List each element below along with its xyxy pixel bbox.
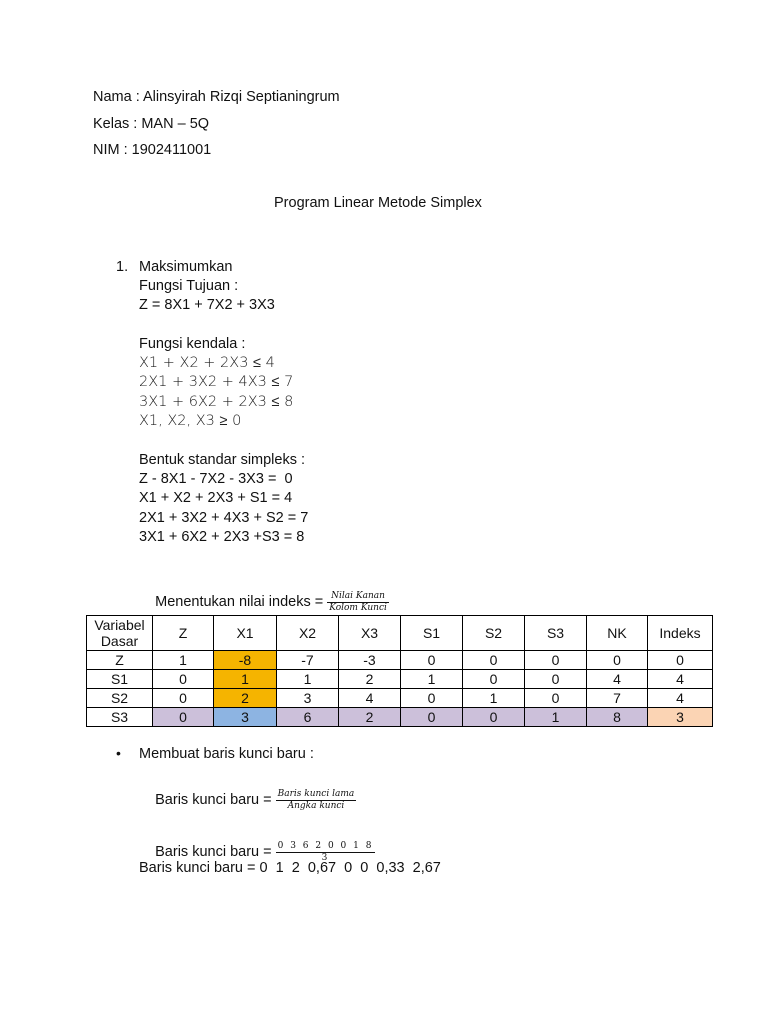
page-title: Program Linear Metode Simplex (274, 195, 482, 211)
table-cell: 4 (339, 689, 401, 708)
table-cell-key-column: 2 (214, 689, 277, 708)
standard-eq-z: Z - 8X1 - 7X2 - 3X3 = 0 (139, 471, 293, 487)
table-cell-key-column: 1 (214, 670, 277, 689)
standard-eq-3: 3X1 + 6X2 + 2X3 +S3 = 8 (139, 529, 305, 545)
table-cell: 0 (587, 651, 648, 670)
constraint-2: 2X1 + 3X2 + 4X3 ≤ 7 (139, 374, 294, 390)
key-row-fraction-numerator: Baris kunci lama (277, 788, 355, 799)
header-indeks: Indeks (648, 616, 713, 651)
header-x1: X1 (214, 616, 277, 651)
table-cell: 0 (153, 689, 214, 708)
table-cell: 0 (525, 651, 587, 670)
table-cell-key-row: 2 (339, 708, 401, 727)
index-formula-text: Menentukan nilai indeks = (155, 594, 328, 610)
table-cell: 1 (153, 651, 214, 670)
standard-form-label: Bentuk standar simpleks : (139, 452, 306, 468)
header-z: Z (153, 616, 214, 651)
problem-number: 1. (116, 259, 129, 275)
key-row-fraction-denominator: Angka kunci (287, 800, 345, 811)
key-row-calculation-denominator: 3 (321, 852, 330, 863)
simplex-table (86, 615, 713, 727)
table-cell-key-row: 0 (401, 708, 463, 727)
bullet-heading: Membuat baris kunci baru : (139, 746, 314, 762)
table-cell-key-row: 0 (463, 708, 525, 727)
table-cell: S1 (87, 670, 153, 689)
header-s1: S1 (401, 616, 463, 651)
header-s3: S3 (525, 616, 587, 651)
table-row-s2 (87, 689, 713, 708)
table-cell: 1 (401, 670, 463, 689)
table-cell: 0 (525, 689, 587, 708)
key-row-calculation-text: Baris kunci baru = (155, 844, 276, 860)
table-cell: -3 (339, 651, 401, 670)
table-cell: 0 (401, 689, 463, 708)
standard-eq-2: 2X1 + 3X2 + 4X3 + S2 = 7 (139, 510, 309, 526)
index-fraction (327, 591, 389, 614)
header-variabel-dasar: Variabel Dasar (87, 616, 153, 651)
table-cell: 0 (401, 651, 463, 670)
table-cell-key-column: -8 (214, 651, 277, 670)
key-row-fraction (276, 789, 357, 812)
constraint-3: 3X1 + 6X2 + 2X3 ≤ 8 (139, 394, 294, 410)
constraint-nonnegativity: X1, X2, X3 ≥ 0 (139, 413, 242, 429)
header-x2: X2 (277, 616, 339, 651)
problem-heading: Maksimumkan (139, 259, 233, 275)
objective-label: Fungsi Tujuan : (139, 278, 239, 294)
header-s2: S2 (463, 616, 525, 651)
table-cell: 0 (648, 651, 713, 670)
bullet-icon: • (116, 745, 121, 761)
table-cell-key-row: 8 (587, 708, 648, 727)
table-cell-key-row: 1 (525, 708, 587, 727)
table-cell: S2 (87, 689, 153, 708)
table-cell-key-row: 6 (277, 708, 339, 727)
table-cell-min-index: 3 (648, 708, 713, 727)
table-cell: -7 (277, 651, 339, 670)
index-fraction-denominator: Kolom Kunci (329, 602, 387, 613)
table-cell: 0 (463, 670, 525, 689)
objective-function: Z = 8X1 + 7X2 + 3X3 (139, 297, 275, 313)
key-row-calculation-numerator: 0 3 6 2 0 0 1 8 (277, 840, 374, 851)
key-row-formula-text: Baris kunci baru = (155, 792, 276, 808)
table-cell-key-row: 0 (153, 708, 214, 727)
table-cell: Z (87, 651, 153, 670)
index-fraction-numerator: Nilai Kanan (327, 591, 389, 603)
header-x3: X3 (339, 616, 401, 651)
table-cell: 4 (648, 670, 713, 689)
table-cell: 3 (277, 689, 339, 708)
table-cell: 4 (587, 670, 648, 689)
table-row-z (87, 651, 713, 670)
table-cell: 2 (339, 670, 401, 689)
table-cell: 1 (277, 670, 339, 689)
key-row-calculation (139, 813, 375, 891)
table-cell-pivot: 3 (214, 708, 277, 727)
table-cell: 0 (463, 651, 525, 670)
student-class: Kelas : MAN – 5Q (93, 116, 210, 132)
standard-eq-1: X1 + X2 + 2X3 + S1 = 4 (139, 490, 293, 506)
key-row-result: Baris kunci baru = 0 1 2 0,67 0 0 0,33 2,67 (139, 860, 441, 876)
constraint-1: X1 + X2 + 2X3 ≤ 4 (139, 355, 275, 371)
table-row-s1 (87, 670, 713, 689)
table-cell: 1 (463, 689, 525, 708)
student-name: Nama : Alinsyirah Rizqi Septianingrum (93, 89, 340, 105)
table-header-row (87, 616, 713, 651)
header-nk: NK (587, 616, 648, 651)
student-nim: NIM : 1902411001 (93, 142, 212, 158)
constraints-label: Fungsi kendala : (139, 336, 246, 352)
table-row-s3 (87, 708, 713, 727)
table-cell: 7 (587, 689, 648, 708)
table-cell: 0 (153, 670, 214, 689)
table-cell: 0 (525, 670, 587, 689)
table-cell: S3 (87, 708, 153, 727)
table-cell: 4 (648, 689, 713, 708)
